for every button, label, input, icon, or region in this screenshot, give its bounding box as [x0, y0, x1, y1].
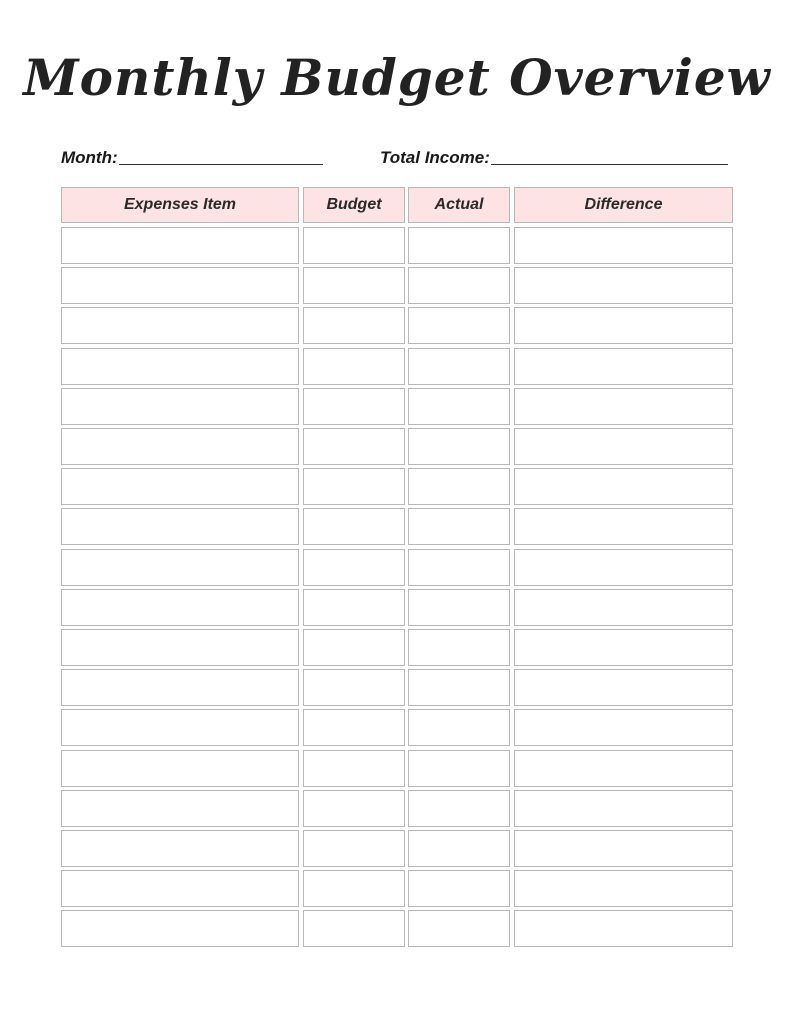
- difference-cell[interactable]: [514, 669, 733, 706]
- expenses-item-cell[interactable]: [61, 750, 299, 787]
- budget-cell[interactable]: [303, 589, 405, 626]
- difference-cell[interactable]: [514, 709, 733, 746]
- budget-cell[interactable]: [303, 750, 405, 787]
- budget-cell[interactable]: [303, 629, 405, 666]
- actual-cell[interactable]: [408, 830, 510, 867]
- actual-cell[interactable]: [408, 669, 510, 706]
- expenses-item-cell[interactable]: [61, 428, 299, 465]
- difference-cell[interactable]: [514, 267, 733, 304]
- difference-cell[interactable]: [514, 790, 733, 827]
- actual-cell[interactable]: [408, 589, 510, 626]
- difference-cell[interactable]: [514, 348, 733, 385]
- difference-cell[interactable]: [514, 830, 733, 867]
- expenses-item-cell[interactable]: [61, 910, 299, 947]
- actual-cell[interactable]: [408, 790, 510, 827]
- expenses-item-cell[interactable]: [61, 468, 299, 505]
- actual-cell[interactable]: [408, 508, 510, 545]
- expenses-item-cell[interactable]: [61, 348, 299, 385]
- actual-cell[interactable]: [408, 709, 510, 746]
- difference-cell[interactable]: [514, 468, 733, 505]
- actual-cell[interactable]: [408, 388, 510, 425]
- difference-cell[interactable]: [514, 589, 733, 626]
- actual-cell[interactable]: [408, 750, 510, 787]
- budget-cell[interactable]: [303, 428, 405, 465]
- difference-cell[interactable]: [514, 508, 733, 545]
- expenses-item-cell[interactable]: [61, 870, 299, 907]
- expenses-item-cell[interactable]: [61, 227, 299, 264]
- expenses-item-cell[interactable]: [61, 709, 299, 746]
- page-title: Monthly Budget Overview: [23, 48, 771, 107]
- budget-cell[interactable]: [303, 348, 405, 385]
- difference-cell[interactable]: [514, 388, 733, 425]
- budget-cell[interactable]: [303, 388, 405, 425]
- actual-cell[interactable]: [408, 549, 510, 586]
- actual-cell[interactable]: [408, 870, 510, 907]
- budget-cell[interactable]: [303, 830, 405, 867]
- budget-cell[interactable]: [303, 790, 405, 827]
- expenses-item-cell[interactable]: [61, 589, 299, 626]
- actual-cell[interactable]: [408, 428, 510, 465]
- actual-cell[interactable]: [408, 348, 510, 385]
- expenses-item-cell[interactable]: [61, 830, 299, 867]
- header-actual: Actual: [408, 187, 510, 223]
- expenses-item-cell[interactable]: [61, 629, 299, 666]
- actual-cell[interactable]: [408, 227, 510, 264]
- header-difference: Difference: [514, 187, 733, 223]
- difference-cell[interactable]: [514, 910, 733, 947]
- total-income-label: Total Income:: [380, 148, 490, 167]
- expenses-item-cell[interactable]: [61, 267, 299, 304]
- budget-cell[interactable]: [303, 267, 405, 304]
- actual-cell[interactable]: [408, 629, 510, 666]
- actual-cell[interactable]: [408, 307, 510, 344]
- budget-cell[interactable]: [303, 870, 405, 907]
- actual-cell[interactable]: [408, 910, 510, 947]
- budget-cell[interactable]: [303, 227, 405, 264]
- expenses-item-cell[interactable]: [61, 388, 299, 425]
- header-budget: Budget: [303, 187, 405, 223]
- budget-cell[interactable]: [303, 910, 405, 947]
- budget-cell[interactable]: [303, 709, 405, 746]
- budget-cell[interactable]: [303, 549, 405, 586]
- budget-cell[interactable]: [303, 508, 405, 545]
- expenses-item-cell[interactable]: [61, 669, 299, 706]
- month-label: Month:: [61, 148, 118, 167]
- difference-cell[interactable]: [514, 307, 733, 344]
- difference-cell[interactable]: [514, 870, 733, 907]
- budget-cell[interactable]: [303, 669, 405, 706]
- header-expenses-item: Expenses Item: [61, 187, 299, 223]
- expenses-item-cell[interactable]: [61, 549, 299, 586]
- actual-cell[interactable]: [408, 468, 510, 505]
- actual-cell[interactable]: [408, 267, 510, 304]
- difference-cell[interactable]: [514, 629, 733, 666]
- difference-cell[interactable]: [514, 549, 733, 586]
- difference-cell[interactable]: [514, 227, 733, 264]
- expenses-item-cell[interactable]: [61, 307, 299, 344]
- difference-cell[interactable]: [514, 750, 733, 787]
- budget-cell[interactable]: [303, 468, 405, 505]
- expenses-item-cell[interactable]: [61, 508, 299, 545]
- expenses-item-cell[interactable]: [61, 790, 299, 827]
- difference-cell[interactable]: [514, 428, 733, 465]
- budget-cell[interactable]: [303, 307, 405, 344]
